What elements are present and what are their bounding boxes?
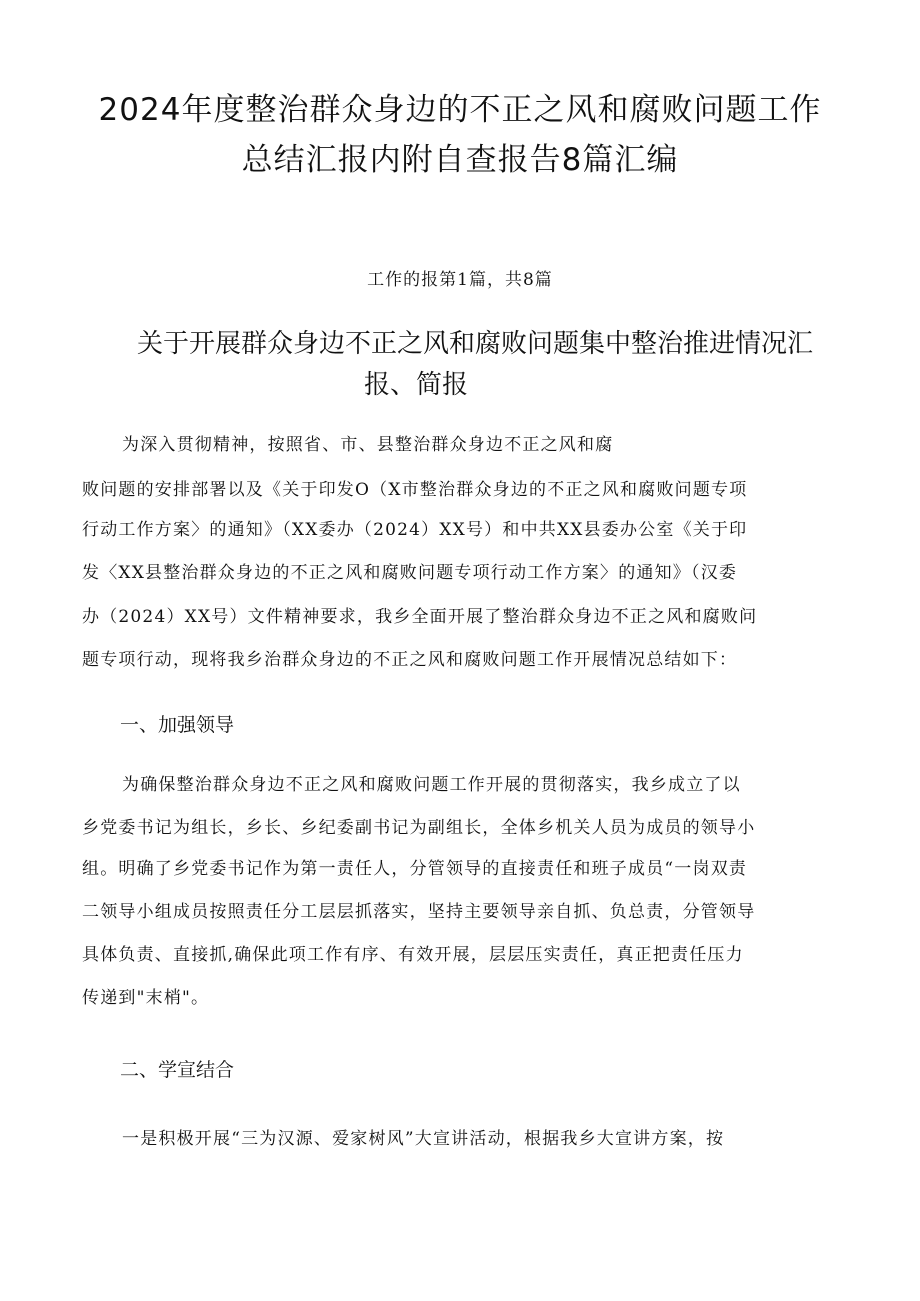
intro-line: 办（2024）XX号）文件精神要求，我乡全面开展了整治群众身边不正之风和腐败问 (82, 607, 758, 627)
section2-line: 一是积极开展“三为汉源、爱家树风”大宣讲活动，根据我乡大宣讲方案，按 (122, 1129, 725, 1149)
report-subtitle-line-2: 报、简报 (364, 370, 469, 400)
intro-line: 败问题的安排部署以及《关于印发O（X市整治群众身边的不正之风和腐败问题专项 (82, 480, 748, 500)
section1-line: 乡党委书记为组长，乡长、乡纪委副书记为副组长，全体乡机关人员为成员的领导小 (82, 818, 756, 838)
report-subtitle-line-1: 关于开展群众身边不正之风和腐败问题集中整治推进情况汇 (137, 329, 814, 359)
section1-line: 二领导小组成员按照责任分工层层抓落实，坚持主要领导亲自抓、负总责，分管领导 (82, 902, 756, 922)
intro-line: 发〈XX县整治群众身边的不正之风和腐败问题专项行动工作方案〉的通知》（汉委 (82, 563, 738, 583)
intro-line: 题专项行动，现将我乡治群众身边的不正之风和腐败问题工作开展情况总结如下： (82, 650, 738, 670)
intro-line: 为深入贯彻精神，按照省、市、县整治群众身边不正之风和腐 (122, 435, 614, 455)
section-heading-2: 二、学宣结合 (120, 1059, 235, 1081)
section1-line: 组。明确了乡党委书记作为第一责任人，分管领导的直接责任和班子成员“一岗双责 (82, 859, 748, 879)
section1-line: 具体负责、直接抓,确保此项工作有序、有效开展，层层压实责任，真正把责任压力 (82, 945, 744, 965)
section-heading-1: 一、加强领导 (120, 714, 235, 736)
document-title-line-1: 2024年度整治群众身边的不正之风和腐败问题工作 (98, 92, 822, 128)
document-title-line-2: 总结汇报内附自查报告8篇汇编 (241, 142, 679, 178)
part-label: 工作的报第1篇，共8篇 (367, 270, 553, 290)
intro-line: 行动工作方案〉的通知》（XX委办（2024）XX号）和中共XX县委办公室《关于印 (82, 520, 748, 540)
section1-line: 传递到"末梢"。 (82, 988, 210, 1008)
section1-line: 为确保整治群众身边不正之风和腐败问题工作开展的贯彻落实，我乡成立了以 (122, 775, 741, 795)
